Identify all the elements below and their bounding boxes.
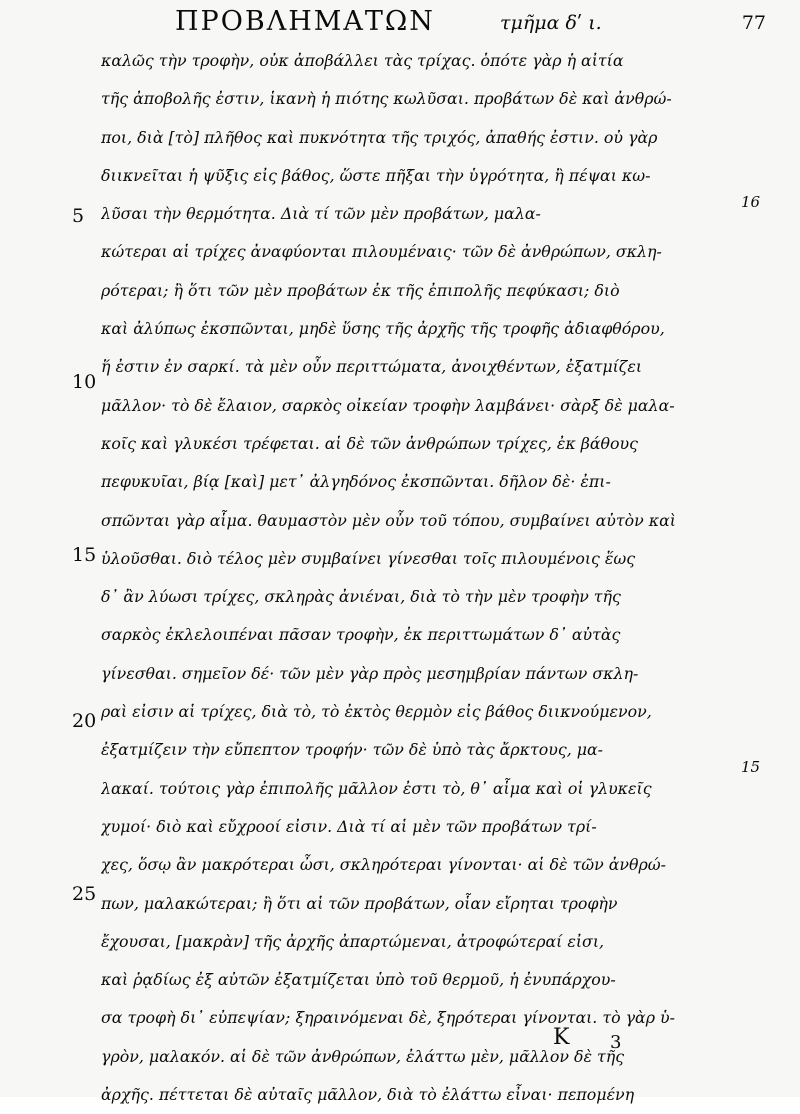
text-line: καλῶς τὴν τροφὴν, οὐκ ἀποβάλλει τὰς τρίχας. ὁπότε γὰρ ἡ αἰτία xyxy=(101,51,624,70)
margin-note: 15 xyxy=(741,758,761,776)
text-line: σα τροφὴ δι᾽ εὐπεψίαν; ξηραινόμεναι δὲ, ξηρότεραι γίνονται. τὸ γὰρ ὑ- xyxy=(101,1008,675,1028)
margin-note: 16 xyxy=(741,193,761,211)
text-line: δ᾽ ἂν λύωσι τρίχες, σκληρὰς ἀνιέναι, διὰ τὸ τὴν μὲν τροφὴν τῆς xyxy=(101,587,621,607)
text-line: ἔχουσαι, [μακρὰν] τῆς ἀρχῆς ἀπαρτώμεναι, ἀτροφώτεραί εἰσι, xyxy=(101,931,605,951)
running-title: ΠΡΟΒΛΗΜΑΤΩΝ xyxy=(175,6,435,37)
text-line: ὑλοῦσθαι. διὸ τέλος μὲν συμβαίνει γίνεσθαι τοῖς πιλουμένοις ἕως xyxy=(101,548,636,568)
text-line: ρότεραι; ἢ ὅτι τῶν μὲν προβάτων ἐκ τῆς ἐπιπολῆς πεφύκασι; διὸ xyxy=(101,280,620,300)
text-line: μᾶλλον· τὸ δὲ ἔλαιον, σαρκὸς οἰκείαν τροφὴν λαμβάνει· σὰρξ δὲ μαλα- xyxy=(101,395,675,415)
text-line: σαρκὸς ἐκλελοιπέναι πᾶσαν τροφὴν, ἐκ περιττωμάτων δ᾽ αὐτὰς xyxy=(101,625,621,645)
running-head xyxy=(175,6,766,40)
text-line: καὶ ῥᾳδίως ἐξ αὐτῶν ἐξατμίζεται ὑπὸ τοῦ θερμοῦ, ἡ ἐνυπάρχου- xyxy=(101,970,616,990)
text-line: γίνεσθαι. σημεῖον δέ· τῶν μὲν γὰρ πρὸς μεσημβρίαν πάντων σκλη- xyxy=(101,663,639,683)
line-number-25: 25 xyxy=(72,883,97,905)
text-line: ἀρχῆς. πέττεται δὲ αὐταῖς μᾶλλον, διὰ τὸ ἐλάττω εἶναι· πεπομένη xyxy=(101,1085,635,1105)
main-text xyxy=(101,42,721,1114)
text-line: χες, ὅσῳ ἂν μακρότεραι ὦσι, σκληρότεραι γίνονται· αἱ δὲ τῶν ἀνθρώ- xyxy=(101,855,667,875)
text-line: χυμοί· διὸ καὶ εὔχροοί εἰσιν. Διὰ τί αἱ μὲν τῶν προβάτων τρί- xyxy=(101,816,597,836)
text-line: τῆς ἀποβολῆς ἐστιν, ἱκανὴ ἡ πιότης κωλῦσαι. προβάτων δὲ καὶ ἀνθρώ- xyxy=(101,89,672,109)
text-line: πων, μαλακώτεραι; ἢ ὅτι αἱ τῶν προβάτων, οἷαν εἴρηται τροφὴν xyxy=(101,893,618,913)
text-line: ἥ ἐστιν ἐν σαρκί. τὰ μὲν οὖν περιττώματα, ἀνοιχθέντων, ἐξατμίζει xyxy=(101,357,643,377)
text-line: διικνεῖται ἡ ψῦξις εἰς βάθος, ὥστε πῆξαι τὴν ὑγρότητα, ἢ πέψαι κω- xyxy=(101,165,651,185)
text-line: ἐξατμίζειν τὴν εὔπεπτον τροφήν· τῶν δὲ ὑπὸ τὰς ἄρκτους, μα- xyxy=(101,740,604,760)
text-line: λῦσαι τὴν θερμότητα. Διὰ τί τῶν μὲν προβάτων, μαλα- xyxy=(101,204,541,224)
text-line: κοῖς καὶ γλυκέσι τρέφεται. αἱ δὲ τῶν ἀνθρώπων τρίχες, ἐκ βάθους xyxy=(101,433,639,453)
text-line: σπῶνται γὰρ αἷμα. θαυμαστὸν μὲν οὖν τοῦ τόπου, συμβαίνει αὐτὸν καὶ xyxy=(101,510,676,530)
text-line: γρὸν, μαλακόν. αἱ δὲ τῶν ἀνθρώπων, ἐλάττω μὲν, μᾶλλον δὲ τῆς xyxy=(101,1046,625,1066)
signature-mark: K xyxy=(553,1025,570,1050)
text-line: ποι, διὰ [τὸ] πλῆθος καὶ πυκνότητα τῆς τριχός, ἀπαθής ἐστιν. οὐ γὰρ xyxy=(101,127,658,147)
text-line: λακαί. τούτοις γὰρ ἐπιπολῆς μᾶλλον ἐστι τὸ, θ᾽ αἷμα καὶ οἱ γλυκεῖς xyxy=(101,778,652,798)
text-line: κώτεραι αἱ τρίχες ἀναφύονται πιλουμέναις· τῶν δὲ ἀνθρώπων, σκλη- xyxy=(101,242,662,262)
signature-number: 3 xyxy=(610,1032,622,1053)
line-number-5: 5 xyxy=(72,205,85,227)
page-number: 77 xyxy=(741,12,766,34)
text-line: ραὶ εἰσιν αἱ τρίχες, διὰ τὸ, τὸ ἐκτὸς θερμὸν εἰς βάθος διικνούμενον, xyxy=(101,702,652,722)
text-line: πεφυκυῖαι, βίᾳ [καὶ] μετ᾽ ἀλγηδόνος ἐκσπῶνται. δῆλον δὲ· ἐπι- xyxy=(101,472,611,492)
text-line: καὶ ἀλύπως ἐκσπῶνται, μηδὲ ὕσης τῆς ἀρχῆς τῆς τροφῆς ἀδιαφθόρου, xyxy=(101,319,665,339)
line-number-20: 20 xyxy=(72,710,97,732)
section-heading: τμῆμα δʹ ι. xyxy=(500,12,602,34)
line-number-10: 10 xyxy=(72,371,97,393)
line-number-15: 15 xyxy=(72,544,97,566)
